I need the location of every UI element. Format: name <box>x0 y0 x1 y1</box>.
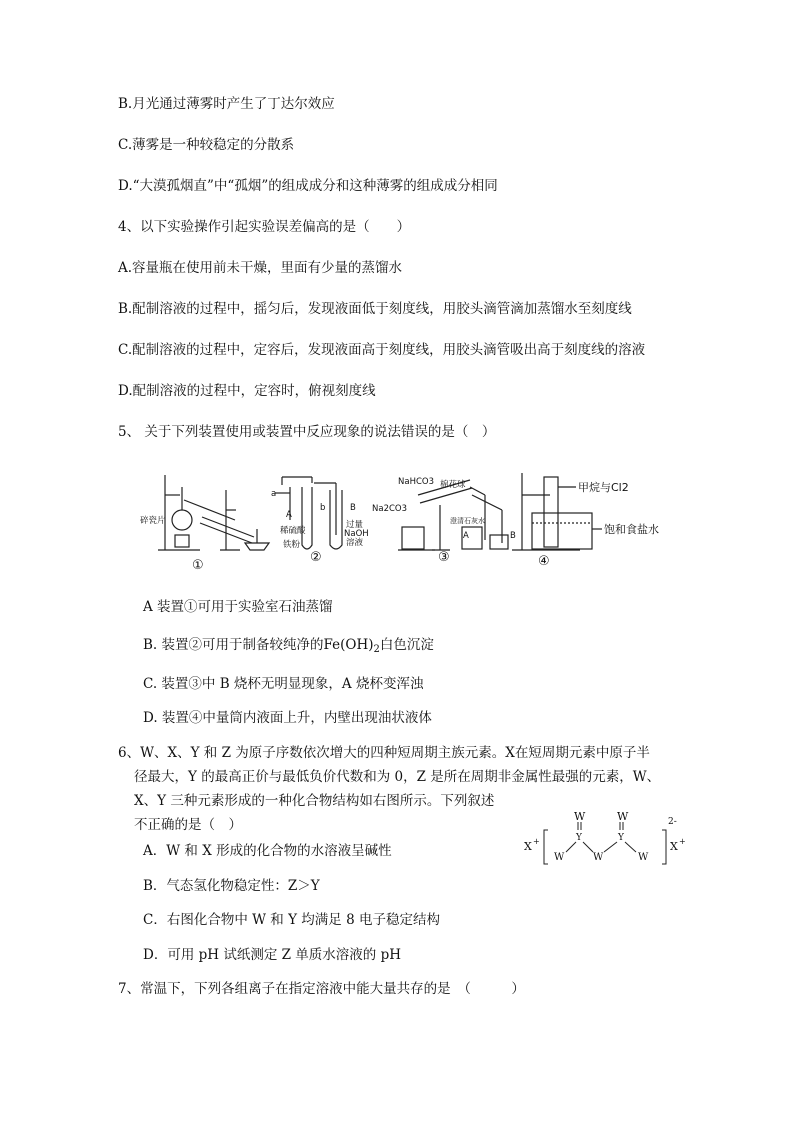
label-b: b <box>320 503 326 513</box>
q4-option-d: D.配制溶液的过程中，定容时，俯视刻度线 <box>118 383 376 399</box>
figure-number-3: ③ <box>438 550 450 565</box>
q6-option-a: A．W 和 X 形成的化合物的水溶液呈碱性 <box>143 843 392 859</box>
q3-option-d: D.“大漠孤烟直”中“孤烟”的组成成分和这种薄雾的组成成分相同 <box>118 178 498 194</box>
struct-w-left: W <box>554 852 565 863</box>
q6-structure-diagram <box>520 808 690 878</box>
q6-stem-line2: 径最大，Y 的最高正价与最低负价代数和为 0，Z 是所在周期非金属性最强的元素，W、 <box>134 769 661 785</box>
label-B3: B <box>510 531 516 541</box>
q5-option-b-text: B. 装置②可用于制备较纯净的 <box>143 637 324 653</box>
label-xiliusuan: 稀硫酸 <box>280 526 306 536</box>
label-na2co3: Na2CO3 <box>372 504 408 514</box>
q3-option-c: C.薄雾是一种较稳定的分散系 <box>118 137 295 153</box>
label-mianhuaqiu: 棉花球 <box>440 480 466 490</box>
q5-option-d: D. 装置④中量筒内液面上升，内壁出现油状液体 <box>143 710 432 726</box>
structure-drawing <box>520 808 690 878</box>
label-suicipian: 碎瓷片 <box>140 516 166 526</box>
label-guoliang: 过量 <box>346 520 364 530</box>
label-a: a <box>271 489 277 499</box>
q5-option-b-tail: 白色沉淀 <box>379 637 434 653</box>
struct-x-right-plus: + <box>679 837 686 846</box>
struct-w-top2: W <box>617 810 629 823</box>
figure-number-1: ① <box>192 558 204 573</box>
label-naoh: NaOH <box>344 529 369 539</box>
struct-w-mid: W <box>593 852 604 863</box>
struct-x-left: X <box>524 840 532 853</box>
struct-y2: Y <box>618 833 624 843</box>
label-tiefen: 铁粉 <box>283 540 301 550</box>
q6-option-b: B．气态氢化物稳定性：Z＞Y <box>143 878 320 894</box>
label-rongye: 溶液 <box>346 538 364 548</box>
q5-option-b-formula: Fe(OH) <box>323 637 374 653</box>
label-jiawan: 甲烷与Cl2 <box>578 481 629 494</box>
q6-stem-line1: 6、W、X、Y 和 Z 为原子序数依次增大的四种短周期主族元素。X在短周期元素中原子半 <box>118 745 650 761</box>
struct-charge: 2- <box>668 817 677 827</box>
q6-stem-line3: X、Y 三种元素形成的一种化合物结构如右图所示。下列叙述 <box>134 793 495 809</box>
label-nahco3: NaHCO3 <box>398 477 434 487</box>
q5-stem: 5、 关于下列装置使用或装置中反应现象的说法错误的是（ ） <box>118 424 496 440</box>
figure-number-4: ④ <box>538 554 550 569</box>
label-A3: A <box>463 531 469 541</box>
q6-option-c: C．右图化合物中 W 和 Y 均满足 8 电子稳定结构 <box>143 912 440 928</box>
struct-x-left-plus: + <box>533 837 540 846</box>
q4-stem: 4、以下实验操作引起实验误差偏高的是（ ） <box>118 219 411 235</box>
struct-w-right: W <box>638 852 649 863</box>
q5-apparatus-figure <box>140 465 660 575</box>
struct-y1: Y <box>576 833 582 843</box>
q3-option-b: B.月光通过薄雾时产生了丁达尔效应 <box>118 96 335 112</box>
q6-stem-line4: 不正确的是（ ） <box>134 817 242 833</box>
q4-option-a: A.容量瓶在使用前未干燥，里面有少量的蒸馏水 <box>118 260 403 276</box>
struct-x-right: X <box>670 840 678 853</box>
q4-option-c: C.配制溶液的过程中，定容后，发现液面高于刻度线，用胶头滴管吸出高于刻度线的溶液 <box>118 342 646 358</box>
q5-option-c: C. 装置③中 B 烧杯无明显现象，A 烧杯变浑浊 <box>143 676 424 692</box>
q5-option-b-subscript: 2 <box>373 644 380 655</box>
label-A: A <box>286 510 292 520</box>
q4-option-b: B.配制溶液的过程中，摇匀后，发现液面低于刻度线，用胶头滴管滴加蒸馏水至刻度线 <box>118 301 632 317</box>
label-chengqing: 澄清石灰水 <box>450 517 485 525</box>
struct-w-top1: W <box>574 810 586 823</box>
label-baohe: 饱和食盐水 <box>604 523 659 536</box>
q7-stem: 7、常温下，下列各组离子在指定溶液中能大量共存的是 （ ） <box>118 981 525 997</box>
q5-option-b <box>143 636 434 659</box>
q5-option-a: A 装置①可用于实验室石油蒸馏 <box>143 599 333 615</box>
q6-option-d: D．可用 pH 试纸测定 Z 单质水溶液的 pH <box>143 947 401 963</box>
figure-number-2: ② <box>310 550 322 565</box>
apparatus-drawing <box>140 465 660 575</box>
label-B: B <box>350 503 356 513</box>
